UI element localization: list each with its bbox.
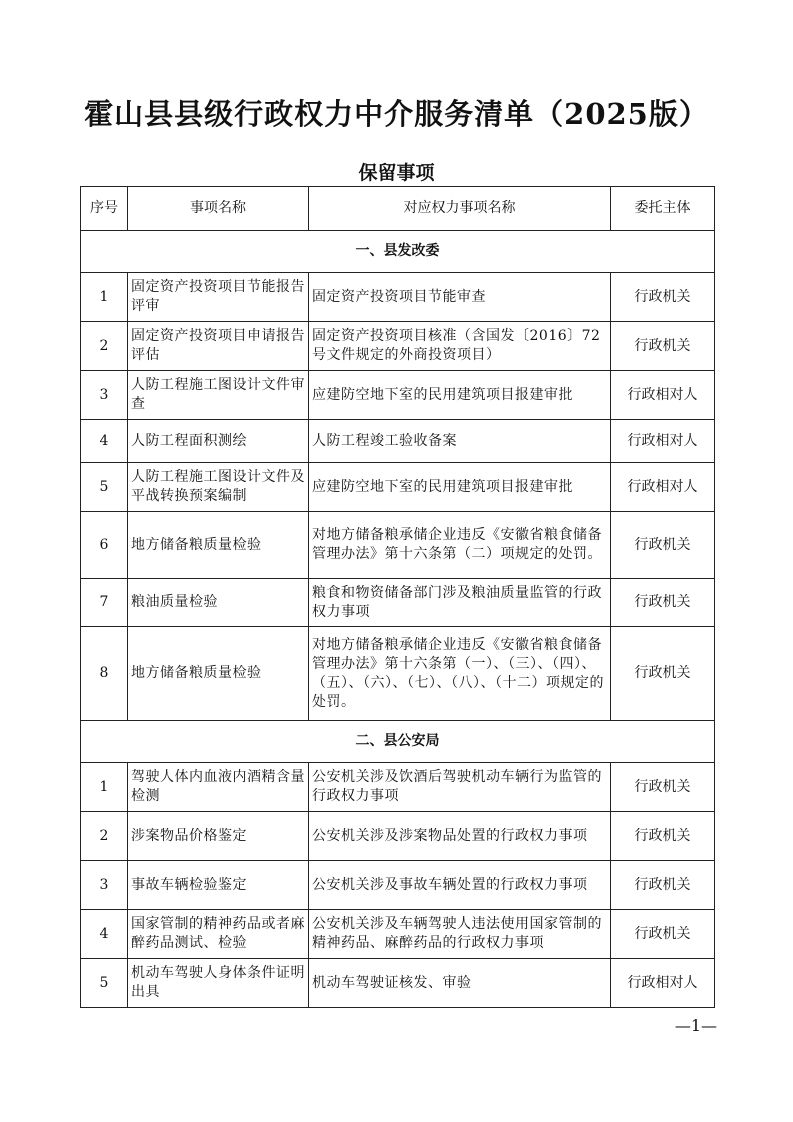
header-entity: 委托主体 — [611, 187, 715, 231]
section-title: 一、县发改委 — [81, 231, 715, 273]
row-no: 8 — [81, 627, 128, 721]
table-row — [81, 463, 715, 512]
row-power: 人防工程竣工验收备案 — [309, 420, 611, 463]
row-entity: 行政机关 — [611, 322, 715, 371]
row-power: 公安机关涉及车辆驾驶人违法使用国家管制的精神药品、麻醉药品的行政权力事项 — [309, 910, 611, 959]
row-power: 机动车驾驶证核发、审验 — [309, 959, 611, 1008]
row-no: 2 — [81, 812, 128, 861]
table-row — [81, 959, 715, 1008]
table-row — [81, 420, 715, 463]
row-name: 人防工程施工图设计文件审查 — [128, 371, 309, 420]
row-no: 5 — [81, 959, 128, 1008]
row-no: 1 — [81, 273, 128, 322]
table-row — [81, 627, 715, 721]
row-entity: 行政机关 — [611, 861, 715, 910]
row-entity: 行政相对人 — [611, 959, 715, 1008]
row-no: 5 — [81, 463, 128, 512]
header-name: 事项名称 — [128, 187, 309, 231]
row-name: 事故车辆检验鉴定 — [128, 861, 309, 910]
row-no: 4 — [81, 910, 128, 959]
row-name: 地方储备粮质量检验 — [128, 627, 309, 721]
table-row — [81, 579, 715, 627]
table-row — [81, 861, 715, 910]
row-no: 3 — [81, 371, 128, 420]
section-row — [81, 231, 715, 273]
row-no: 6 — [81, 512, 128, 579]
row-name: 人防工程施工图设计文件及平战转换预案编制 — [128, 463, 309, 512]
document-title: 霍山县县级行政权力中介服务清单（2025版） — [84, 97, 709, 131]
document-subtitle: 保留事项 — [358, 162, 435, 184]
row-power: 对地方储备粮承储企业违反《安徽省粮食储备管理办法》第十六条第（二）项规定的处罚。 — [309, 512, 611, 579]
section-title: 二、县公安局 — [81, 721, 715, 763]
row-power: 公安机关涉及事故车辆处置的行政权力事项 — [309, 861, 611, 910]
row-no: 1 — [81, 763, 128, 812]
table-row — [81, 371, 715, 420]
row-no: 2 — [81, 322, 128, 371]
table-header-row — [81, 187, 715, 231]
table-row — [81, 273, 715, 322]
header-power: 对应权力事项名称 — [309, 187, 611, 231]
row-entity: 行政机关 — [611, 512, 715, 579]
section-row — [81, 721, 715, 763]
row-name: 固定资产投资项目申请报告评估 — [128, 322, 309, 371]
row-power: 公安机关涉及涉案物品处置的行政权力事项 — [309, 812, 611, 861]
table-row — [81, 763, 715, 812]
row-entity: 行政机关 — [611, 273, 715, 322]
row-no: 3 — [81, 861, 128, 910]
row-power: 应建防空地下室的民用建筑项目报建审批 — [309, 371, 611, 420]
row-power: 对地方储备粮承储企业违反《安徽省粮食储备管理办法》第十六条第（一）、（三）、（四）、（五）、（六）、（七）、（八）、（十二）项规定的处罚。 — [309, 627, 611, 721]
service-list-table — [80, 186, 715, 1008]
row-no: 4 — [81, 420, 128, 463]
row-name: 地方储备粮质量检验 — [128, 512, 309, 579]
row-entity: 行政相对人 — [611, 371, 715, 420]
row-entity: 行政机关 — [611, 910, 715, 959]
row-name: 机动车驾驶人身体条件证明出具 — [128, 959, 309, 1008]
row-name: 国家管制的精神药品或者麻醉药品测试、检验 — [128, 910, 309, 959]
row-power: 公安机关涉及饮酒后驾驶机动车辆行为监管的行政权力事项 — [309, 763, 611, 812]
row-name: 涉案物品价格鉴定 — [128, 812, 309, 861]
row-entity: 行政相对人 — [611, 463, 715, 512]
row-power: 应建防空地下室的民用建筑项目报建审批 — [309, 463, 611, 512]
table-row — [81, 322, 715, 371]
row-name: 固定资产投资项目节能报告评审 — [128, 273, 309, 322]
row-entity: 行政相对人 — [611, 420, 715, 463]
row-entity: 行政机关 — [611, 812, 715, 861]
page-number: —1— — [674, 1016, 717, 1035]
row-name: 驾驶人体内血液内酒精含量检测 — [128, 763, 309, 812]
header-no: 序号 — [81, 187, 128, 231]
row-no: 7 — [81, 579, 128, 627]
table-row — [81, 512, 715, 579]
row-entity: 行政机关 — [611, 763, 715, 812]
table-row — [81, 812, 715, 861]
row-power: 粮食和物资储备部门涉及粮油质量监管的行政权力事项 — [309, 579, 611, 627]
row-power: 固定资产投资项目节能审查 — [309, 273, 611, 322]
table-row — [81, 910, 715, 959]
row-name: 粮油质量检验 — [128, 579, 309, 627]
row-entity: 行政机关 — [611, 627, 715, 721]
row-entity: 行政机关 — [611, 579, 715, 627]
row-power: 固定资产投资项目核准（含国发〔2016〕72号文件规定的外商投资项目） — [309, 322, 611, 371]
row-name: 人防工程面积测绘 — [128, 420, 309, 463]
